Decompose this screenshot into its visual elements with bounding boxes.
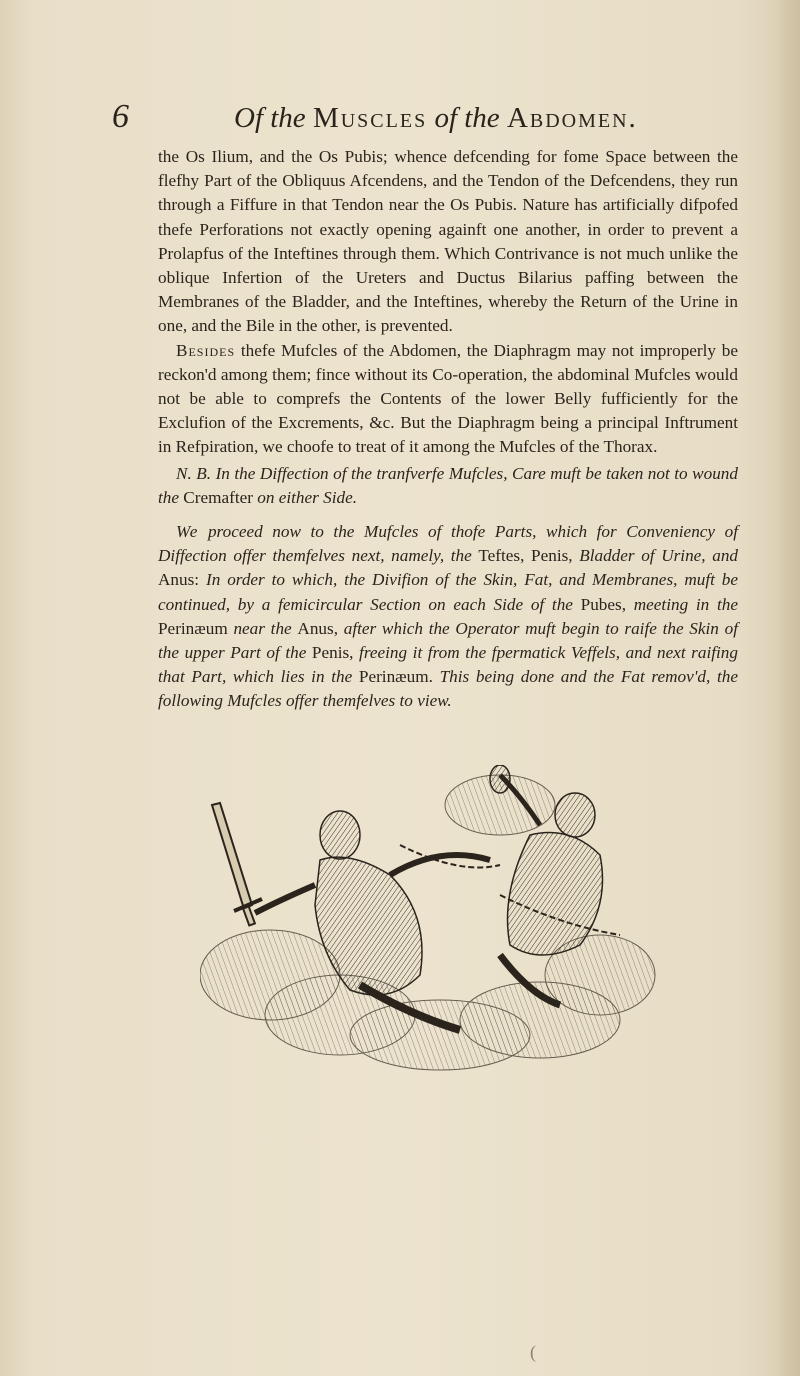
- paragraph-2: [158, 339, 738, 460]
- p3-h: Perinæum: [158, 618, 228, 638]
- paragraph-2-lead: Besides: [176, 340, 236, 360]
- body-text: [158, 145, 738, 714]
- title-part-of-the: Of the: [234, 102, 313, 134]
- p3-g: meeting in the: [626, 594, 738, 614]
- p3-d: Anus:: [158, 570, 200, 590]
- paragraph-gap: [158, 510, 738, 520]
- title-part-muscles: Muscles: [312, 102, 428, 134]
- p3-b: Teftes, Penis,: [478, 546, 573, 566]
- page-header: [100, 96, 700, 142]
- running-title: [234, 102, 794, 135]
- nota-bene-part-1: N. B. In the Diffection of the tranfverfe Mufcles, Care muft be taken not to wound the: [158, 463, 738, 507]
- page-edge-shadow: [774, 0, 800, 1376]
- engraved-vignette: [200, 765, 660, 1075]
- p3-n: Perinæum.: [358, 667, 433, 687]
- title-part-of-the-2: of the: [427, 102, 507, 134]
- p3-j: Anus,: [297, 618, 338, 638]
- paragraph-3: [158, 520, 738, 714]
- margin-mark: (: [530, 1342, 536, 1362]
- p3-f: Pubes,: [580, 594, 627, 614]
- page-number: 6: [112, 98, 129, 135]
- nota-bene-part-3: on either Side.: [252, 487, 358, 507]
- paragraph-1: the Os Ilium, and the Os Pubis; whence defcending for fome Space between the flefhy Part of the Obliquus Afcendens, and the Tendon of the Defcendens, they run through a Fiffure in that Tendon near the Os Pubis. Nature has artificially difpofed thefe Perforations not exactly opening againft one another, in order to prevent a Prolapfus of the Inteftines through them. Which Contrivance is not much unlike the oblique Infertion of the Ureters and Ductus Bilarius paffing between the Membranes of the Bladder, and the Inteftines, whereby the Return of the Urine in one, and the Bile in the other, is prevented.: [158, 147, 738, 336]
- p3-c: Bladder of Urine, and: [572, 546, 739, 566]
- p3-o: This being done and the Fat remov'd, the following Mufcles offer themfelves to view.: [158, 667, 738, 711]
- p3-a: proceed now to the Mufcles of thofe Parts, which for Conveniency of Diffection offer themfelves next, namely, the: [158, 522, 738, 566]
- p3-i: near the: [227, 618, 298, 638]
- nota-bene: [158, 462, 738, 510]
- p3-k: after which the Operator muft begin to raife the Skin of the upper Part of the: [158, 618, 738, 663]
- sword-icon: [212, 803, 262, 925]
- p3-l: Penis,: [311, 643, 354, 663]
- p3-m: freeing it from the fpermatick Veffels, and next raifing that Part, which lies in the: [158, 643, 738, 687]
- p3-e: In order to which, the Divifion of the Skin, Fat, and Membranes, muft be continued, by a femicircular Section on each Side of the: [158, 570, 738, 614]
- nota-bene-part-2: Cremafter: [183, 487, 253, 507]
- paragraph-2-text: thefe Mufcles of the Abdomen, the Diaphragm may not improperly be reckon'd among them; fince without its Co-operation, the abdominal Mufcles would not be able to comprefs the Contents of the lower Belly fufficiently for the Exclufion of the Excrements, &c. But the Diaphragm being a principal Inftrument in Refpiration, we choofe to treat of it among the Mufcles of the Thorax.: [158, 340, 738, 457]
- title-part-abdomen: Abdomen.: [506, 102, 638, 134]
- paragraph-3-lead: We: [176, 522, 199, 542]
